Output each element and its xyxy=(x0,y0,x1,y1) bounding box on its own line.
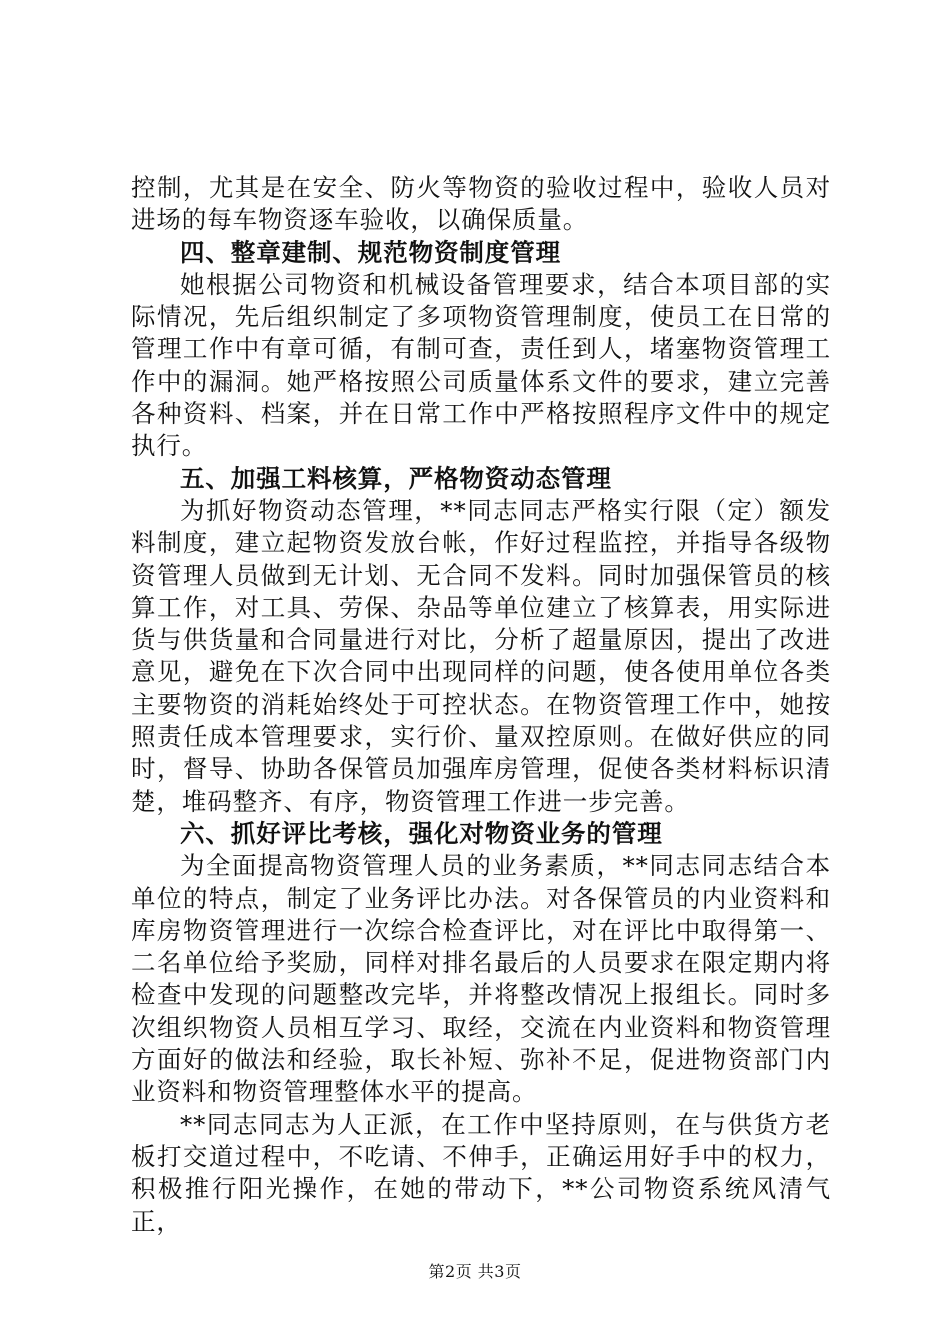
paragraph: **同志同志为人正派，在工作中坚持原则，在与供货方老板打交道过程中，不吃请、不伸手，正确运用好手中的权力，积极推行阳光操作，在她的带动下，**公司物资系统风清气正， xyxy=(131,1109,831,1236)
section-heading: 四、整章建制、规范物资制度管理 xyxy=(180,237,561,267)
section-heading: 六、抓好评比考核，强化对物资业务的管理 xyxy=(180,818,663,848)
document-body xyxy=(131,172,831,1238)
paragraph: 控制，尤其是在安全、防火等物资的验收过程中，验收人员对进场的每车物资逐车验收，以确保质量。 xyxy=(131,173,831,235)
section-heading: 五、加强工料核算，严格物资动态管理 xyxy=(180,463,612,493)
paragraph: 为抓好物资动态管理，**同志同志严格实行限（定）额发料制度，建立起物资发放台帐，作好过程监控，并指导各级物资管理人员做到无计划、无合同不发料。同时加强保管员的核算工作，对工具、劳保、杂品等单位建立了核算表，用实际进货与供货量和合同量进行对比，分析了超量原因，提出了改进意见，避免在下次合同中出现同样的问题，使各使用单位各类主要物资的消耗始终处于可控状态。在物资管理工作中，她按照责任成本管理要求，实行价、量双控原则。在做好供应的同时，督导、协助各保管员加强库房管理，促使各类材料标识清楚，堆码整齐、有序，物资管理工作进一步完善。 xyxy=(131,495,831,816)
page-footer: 第2页 共3页 xyxy=(428,1262,522,1281)
paragraph: 为全面提高物资管理人员的业务素质，**同志同志结合本单位的特点，制定了业务评比办法。对各保管员的内业资料和库房物资管理进行一次综合检查评比，对在评比中取得第一、二名单位给予奖励，同样对排名最后的人员要求在限定期内将检查中发现的问题整改完毕，并将整改情况上报组长。同时多次组织物资人员相互学习、取经，交流在内业资料和物资管理方面好的做法和经验，取长补短、弥补不足，促进物资部门内业资料和物资管理整体水平的提高。 xyxy=(131,851,831,1107)
paragraph: 她根据公司物资和机械设备管理要求，结合本项目部的实际情况，先后组织制定了多项物资管理制度，使员工在日常的管理工作中有章可循，有制可查，责任到人，堵塞物资管理工作中的漏洞。她严格按照公司质量体系文件的要求，建立完善各种资料、档案，并在日常工作中严格按照程序文件中的规定执行。 xyxy=(131,269,831,461)
